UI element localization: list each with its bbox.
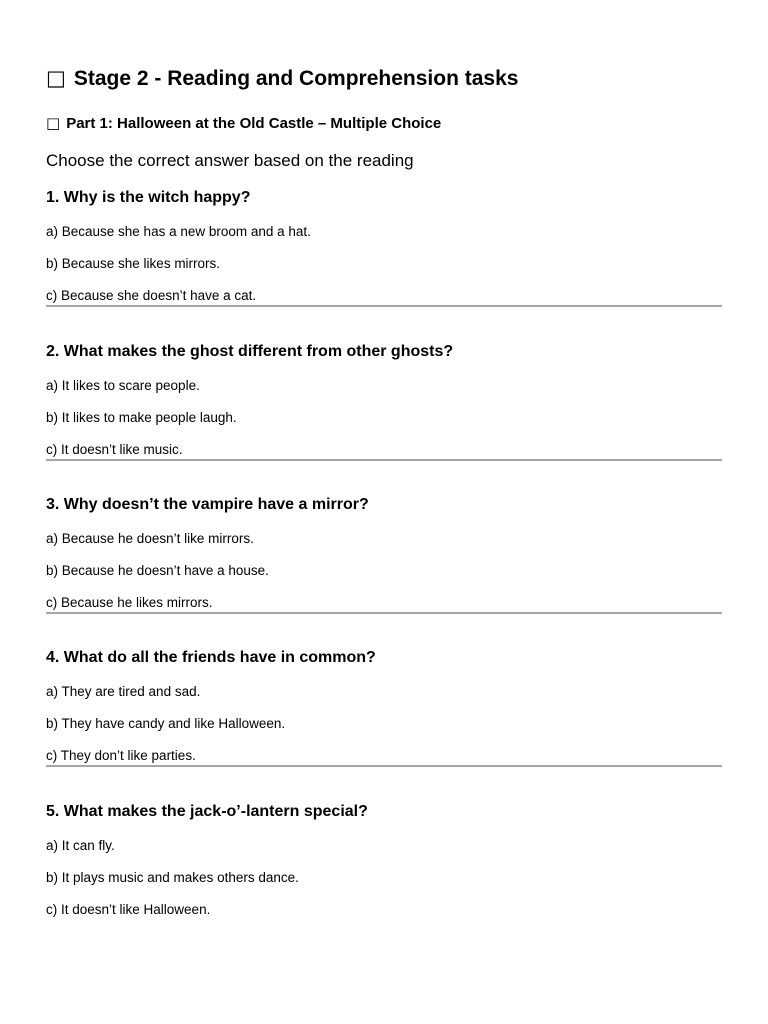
answer-option-c: c) It doesn’t like music. [46,442,183,457]
missing-glyph-icon: □ [46,66,66,90]
answer-option-a: a) It likes to scare people. [46,378,200,393]
answer-option-b: b) It likes to make people laugh. [46,410,237,425]
divider-line [46,459,722,461]
divider-line [46,765,722,767]
answer-option-b: b) Because she likes mirrors. [46,256,221,271]
answer-option-a: a) They are tired and sad. [46,684,201,699]
divider-line [46,612,722,614]
answer-option-a: a) It can fly. [46,838,115,853]
answer-option-b: b) Because he doesn’t have a house. [46,563,269,578]
question-text: 1. Why is the witch happy? [46,189,251,206]
answer-option-c: c) It doesn’t like Halloween. [46,902,211,917]
page-title [46,64,518,93]
answer-option-c: c) Because she doesn’t have a cat. [46,288,257,303]
section-subtitle-text: Part 1: Halloween at the Old Castle – Multiple Choice [66,115,442,132]
answer-option-a: a) Because he doesn’t like mirrors. [46,531,254,546]
question-text: 3. Why doesn’t the vampire have a mirror? [46,496,369,513]
answer-option-b: b) They have candy and like Halloween. [46,716,286,731]
section-subtitle [46,113,441,134]
missing-glyph-icon: □ [46,114,61,132]
question-text: 4. What do all the friends have in common? [46,649,376,666]
page-title-text: Stage 2 - Reading and Comprehension tasks [73,67,519,90]
answer-option-a: a) Because she has a new broom and a hat. [46,224,311,239]
question-text: 5. What makes the jack-o’-lantern special? [46,803,368,820]
answer-option-b: b) It plays music and makes others dance. [46,870,299,885]
instructions-text: Choose the correct answer based on the reading [46,151,414,170]
divider-line [46,305,722,307]
question-text: 2. What makes the ghost different from other ghosts? [46,343,454,360]
answer-option-c: c) They don’t like parties. [46,748,196,763]
answer-option-c: c) Because he likes mirrors. [46,595,213,610]
